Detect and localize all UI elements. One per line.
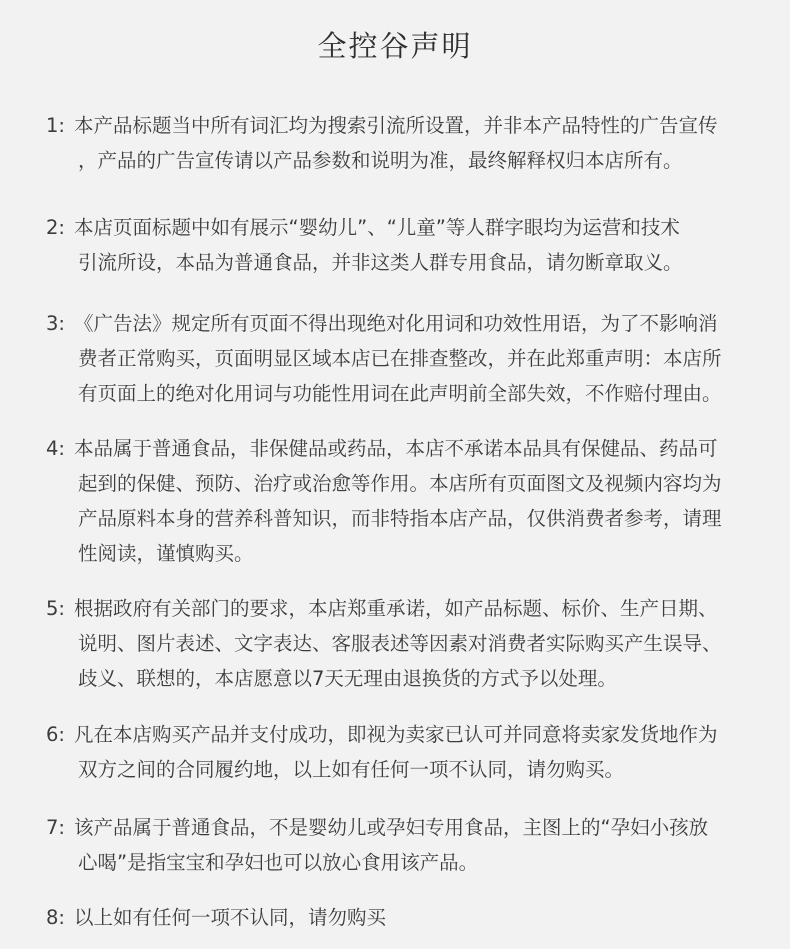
item-line: 性阅读，谨慎购买。 [78,542,254,565]
item-line: 以上如有任何一项不认同，请勿购买 [74,906,387,929]
item-number: 8: [46,906,65,929]
item-line: 歧义、联想的，本店愿意以7天无理由退换货的方式予以处理。 [78,667,617,690]
item-line: 费者正常购买，页面明显区域本店已在排查整改，并在此郑重声明：本店所 [78,347,722,370]
item-text [74,900,746,935]
item-text [74,810,746,880]
declaration-item-7 [46,810,746,880]
item-number: 6: [46,723,65,746]
declaration-item-6 [46,717,746,787]
item-text [74,210,746,280]
item-number: 3: [46,312,65,335]
item-line: 该产品属于普通食品，不是婴幼儿或孕妇专用食品，主图上的“孕妇小孩放 [74,816,709,839]
item-line: 凡在本店购买产品并支付成功，即视为卖家已认可并同意将卖家发货地作为 [74,723,718,746]
item-number: 1: [46,114,65,137]
item-line: ，产品的广告宣传请以产品参数和说明为准，最终解释权归本店所有。 [78,149,683,172]
item-line: 《广告法》规定所有页面不得出现绝对化用词和功效性用语，为了不影响消 [74,312,718,335]
declaration-item-3 [46,306,746,411]
declaration-item-8 [46,900,746,935]
page-title: 全控谷声明 [317,29,473,63]
item-number: 4: [46,437,65,460]
item-line: 起到的保健、预防、治疗或治愈等作用。本店所有页面图文及视频内容均为 [78,472,722,495]
declaration-item-5 [46,591,746,696]
item-number: 2: [46,216,65,239]
item-line: 产品原料本身的营养科普知识，而非特指本店产品，仅供消费者参考，请理 [78,507,722,530]
item-line: 本店页面标题中如有展示“婴幼儿”、“儿童”等人群字眼均为运营和技术 [74,216,680,239]
item-number: 5: [46,597,65,620]
item-text [74,108,746,178]
declaration-item-4 [46,431,746,571]
item-line: 本品属于普通食品，非保健品或药品，本店不承诺本品具有保健品、药品可 [74,437,718,460]
item-text [74,717,746,787]
item-text [74,591,746,696]
item-text [74,306,746,411]
declaration-item-1 [46,108,746,178]
item-text [74,431,746,571]
item-line: 引流所设，本品为普通食品，并非这类人群专用食品，请勿断章取义。 [78,251,683,274]
item-line: 根据政府有关部门的要求，本店郑重承诺，如产品标题、标价、生产日期、 [74,597,718,620]
declaration-item-2 [46,210,746,280]
item-line: 有页面上的绝对化用词与功能性用词在此声明前全部失效，不作赔付理由。 [78,382,722,405]
item-number: 7: [46,816,65,839]
item-line: 本产品标题当中所有词汇均为搜索引流所设置，并非本产品特性的广告宣传 [74,114,718,137]
item-line: 双方之间的合同履约地，以上如有任何一项不认同，请勿购买。 [78,758,625,781]
item-line: 心喝”是指宝宝和孕妇也可以放心食用该产品。 [78,851,479,874]
item-line: 说明、图片表述、文字表达、客服表述等因素对消费者实际购买产生误导、 [78,632,722,655]
